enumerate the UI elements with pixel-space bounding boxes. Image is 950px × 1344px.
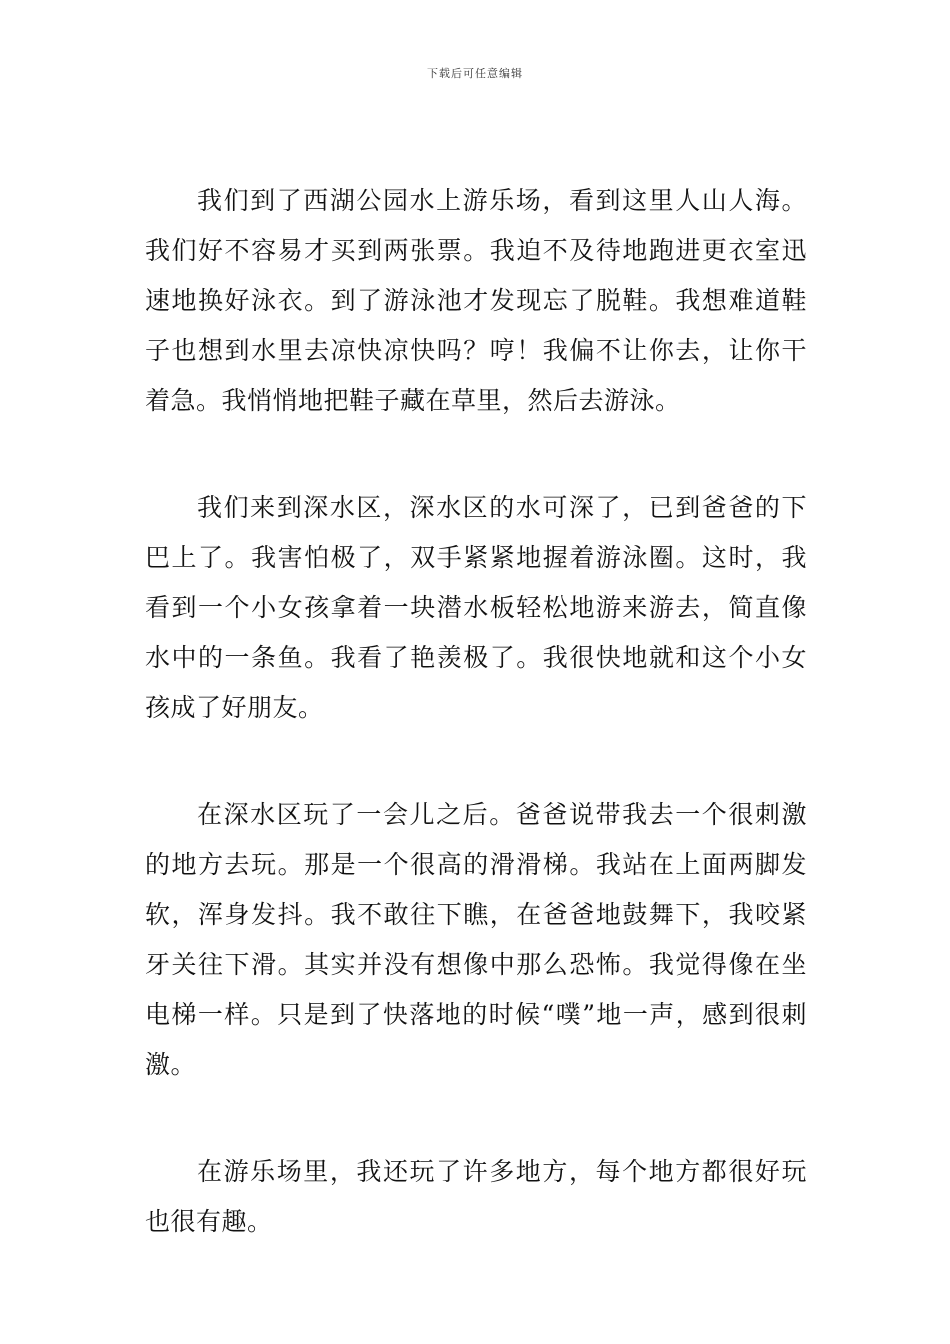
header-note: 下载后可任意编辑 xyxy=(427,67,523,80)
paragraph: 我们到了西湖公园水上游乐场，看到这里人山人海。我们好不容易才买到两张票。我迫不及待地跑进更衣室迅速地换好泳衣。到了游泳池才发现忘了脱鞋。我想难道鞋子也想到水里去凉快凉快吗？哼！我偏不让你去，让你干着急。我悄悄地把鞋子藏在草里，然后去游泳。 xyxy=(145,186,807,415)
document-body xyxy=(145,176,807,1304)
paragraph: 在深水区玩了一会儿之后。爸爸说带我去一个很刺激的地方去玩。那是一个很高的滑滑梯。我站在上面两脚发软，浑身发抖。我不敢往下瞧，在爸爸地鼓舞下，我咬紧牙关往下滑。其实并没有想像中那么恐怖。我觉得像在坐电梯一样。只是到了快落地的时候“噗”地一声，感到很刺激。 xyxy=(145,800,807,1079)
paragraph: 我们来到深水区，深水区的水可深了，已到爸爸的下巴上了。我害怕极了，双手紧紧地握着游泳圈。这时，我看到一个小女孩拿着一块潜水板轻松地游来游去，简直像水中的一条鱼。我看了艳羡极了。我很快地就和这个小女孩成了好朋友。 xyxy=(145,493,807,722)
paragraph: 在游乐场里，我还玩了许多地方，每个地方都很好玩也很有趣。 xyxy=(145,1157,807,1236)
